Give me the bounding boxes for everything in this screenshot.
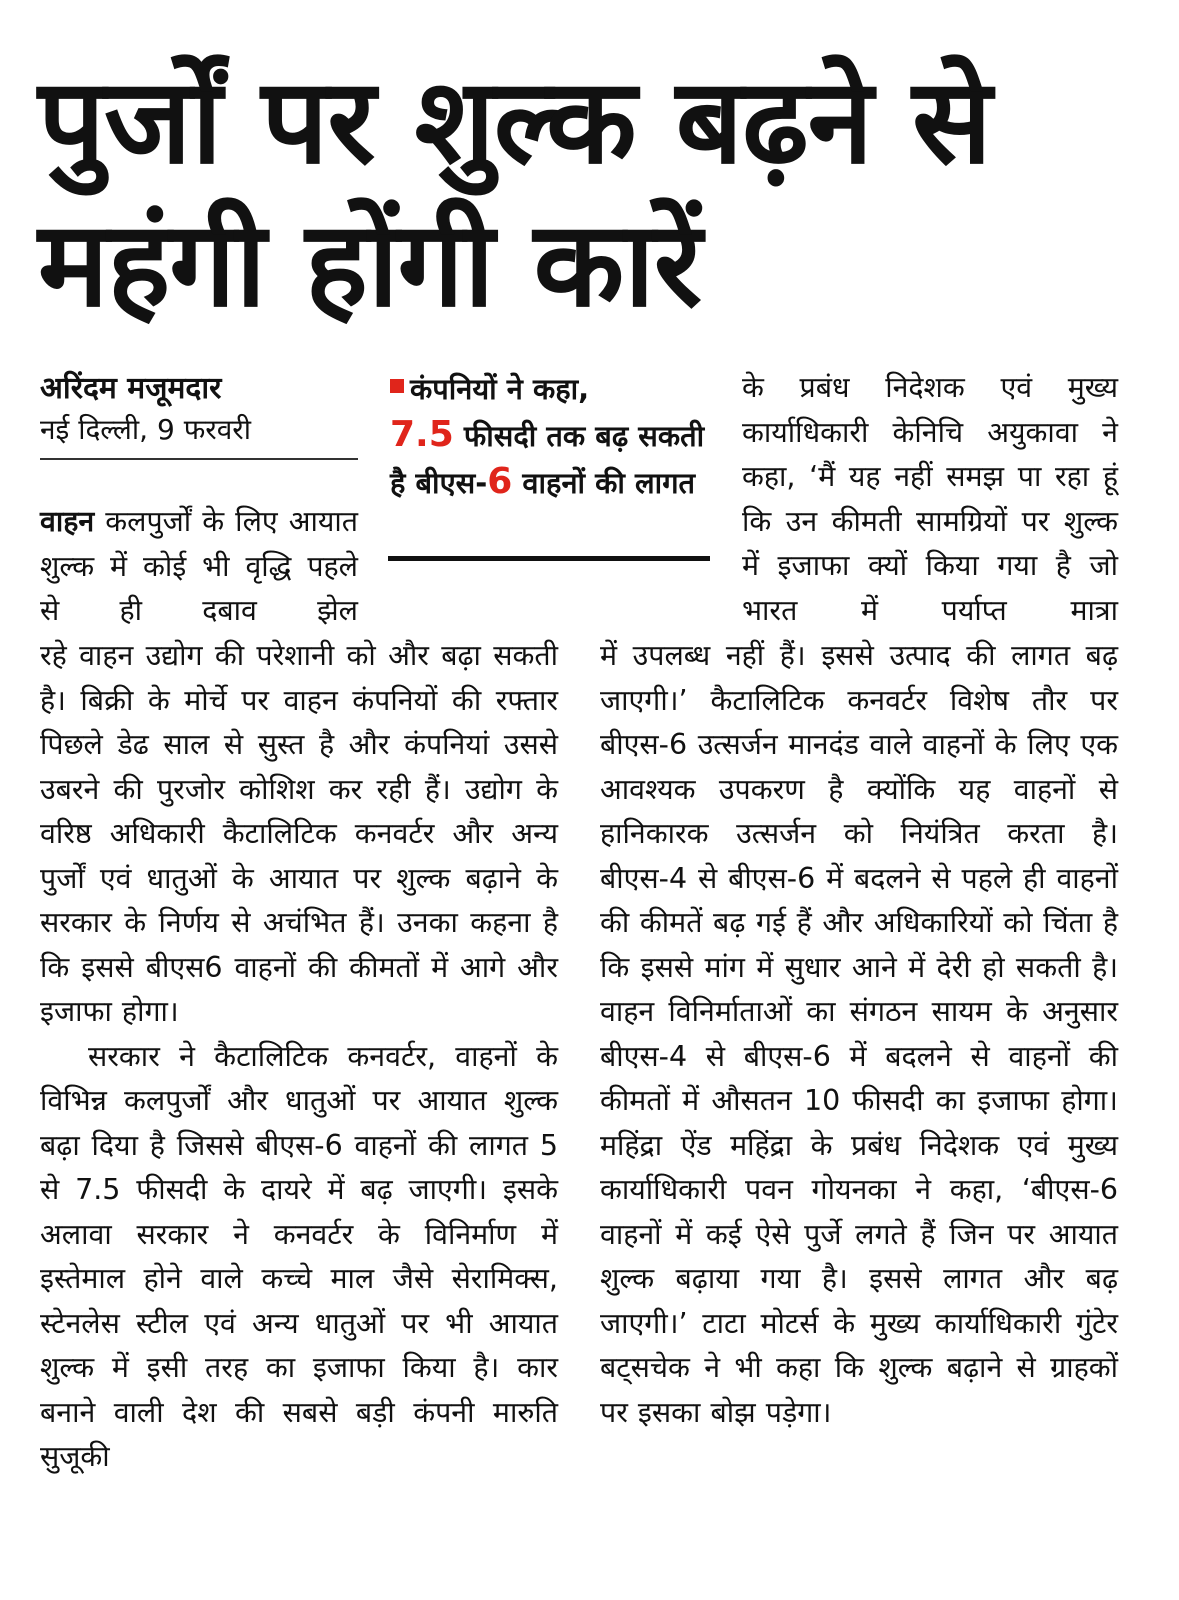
lead-word: वाहन	[40, 505, 95, 538]
column-1-body	[40, 634, 558, 1480]
byline-author: अरिंदम मजूमदार	[40, 371, 222, 406]
pull-quote	[390, 366, 708, 506]
column-2-top	[742, 366, 1118, 633]
square-bullet-icon	[390, 379, 404, 393]
column-2-paragraph-1: में उपलब्ध नहीं हैं। इससे उत्पाद की लागत बढ़ जाएगी।’ कैटालिटिक कनवर्टर विशेष तौर पर बीएस-6 उत्सर्जन मानदंड वाले वाहनों के लिए एक आवश्यक उपकरण है क्योंकि यह वाहनों से हानिकारक उत्सर्जन को नियंत्रित करता है। बीएस-4 से बीएस-6 में बदलने से पहले ही वाहनों की कीमतें बढ़ गई हैं और अधिकारियों को चिंता है कि इससे मांग में सुधार आने में देरी हो सकती है। वाहन विनिर्माताओं का संगठन सायम के अनुसार बीएस-4 से बीएस-6 में बदलने से वाहनों की कीमतों में औसतन 10 फीसदी का इजाफा होगा। महिंद्रा ऐंड महिंद्रा के प्रबंध निदेशक एवं मुख्य कार्याधिकारी पवन गोयनका ने कहा, ‘बीएस-6 वाहनों में कई ऐसे पुर्जे लगते हैं जिन पर आयात शुल्क बढ़ाया गया है। इससे लागत और बढ़ जाएगी।’ टाटा मोटर्स के मुख्य कार्याधिकारी गुंटेर बट्सचेक ने भी कहा कि शुल्क बढ़ाने से ग्राहकों पर इसका बोझ पड़ेगा।	[600, 639, 1118, 1429]
byline-divider	[40, 458, 358, 460]
headline-line-1: पुर्जों पर शुल्क बढ़ने से	[38, 52, 991, 190]
pull-quote-text-3: वाहनों की लागत	[512, 466, 696, 500]
column-1-top-text: कलपुर्जों के लिए आयात शुल्क में कोई भी वृद्धि पहले से ही दबाव झेल	[40, 505, 358, 627]
pull-quote-text-2: फीसदी तक बढ़ सकती है बीएस-	[390, 419, 705, 500]
pull-quote-number-1: 7.5	[390, 414, 454, 455]
column-2-body	[600, 634, 1118, 1435]
column-2-top-text: के प्रबंध निदेशक एवं मुख्य कार्याधिकारी केनिचि अयुकावा ने कहा, ‘मैं यह नहीं समझ पा रहा हूं कि उन कीमती सामग्रियों पर शुल्क में इजाफा क्यों किया गया है जो भारत में पर्याप्त मात्रा	[742, 371, 1118, 627]
pull-quote-number-2: 6	[487, 461, 513, 502]
pull-quote-text-1: कंपनियों ने कहा,	[410, 372, 590, 406]
byline-dateline: नई दिल्ली, 9 फरवरी	[40, 413, 252, 446]
column-1-paragraph-2: सरकार ने कैटालिटिक कनवर्टर, वाहनों के विभिन्न कलपुर्जों और धातुओं पर आयात शुल्क बढ़ा दिया है जिससे बीएस-6 वाहनों की लागत 5 से 7.5 फीसदी के दायरे में बढ़ जाएगी। इसके अलावा सरकार ने कनवर्टर के विनिर्माण में इस्तेमाल होने वाले कच्चे माल जैसे सेरामिक्स, स्टेनलेस स्टील एवं अन्य धातुओं पर भी आयात शुल्क में इसी तरह का इजाफा किया है। कार बनाने वाली देश की सबसे बड़ी कंपनी मारुति सुजूकी	[40, 1039, 558, 1473]
pull-quote-divider	[388, 556, 710, 561]
column-1-paragraph-1: रहे वाहन उद्योग की परेशानी को और बढ़ा सकती है। बिक्री के मोर्चे पर वाहन कंपनियों की रफ्तार पिछले डेढ साल से सुस्त है और कंपनियां उससे उबरने की पुरजोर कोशिश कर रही हैं। उद्योग के वरिष्ठ अधिकारी कैटालिटिक कनवर्टर और अन्य पुर्जों एवं धातुओं के आयात पर शुल्क बढ़ाने के सरकार के निर्णय से अचंभित हैं। उनका कहना है कि इससे बीएस6 वाहनों की कीमतों में आगे और इजाफा होगा।	[40, 639, 558, 1028]
headline-line-2: महंगी होंगी कारें	[38, 195, 702, 333]
column-1-top	[40, 500, 358, 634]
